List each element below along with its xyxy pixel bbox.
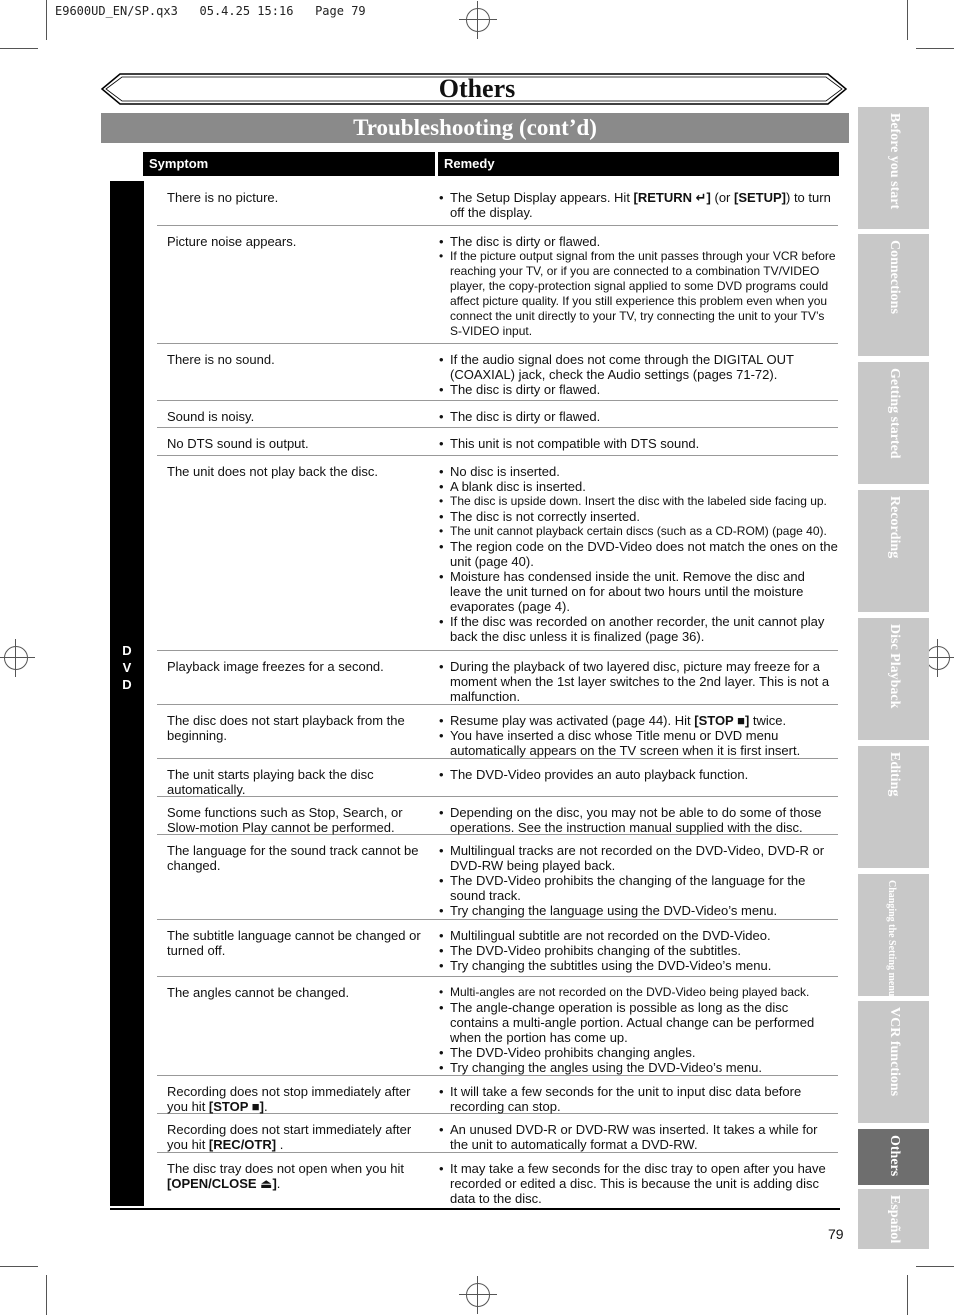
symptom-cell: The unit does not play back the disc. [167, 464, 379, 479]
remedy-item: • Multilingual subtitle are not recorded on the DVD-Video. [439, 928, 839, 943]
chapter-tab[interactable] [858, 1001, 929, 1123]
symptom-cell: The unit starts playing back the disc automatically. [167, 767, 374, 797]
page-number: 79 [828, 1226, 844, 1242]
remedy-cell [439, 928, 839, 973]
remedy-cell [439, 805, 839, 835]
remedy-item: • It will take a few seconds for the unit to input disc data before recording can stop. [439, 1084, 839, 1114]
dvd-side-label: D V D [122, 643, 132, 692]
table-row [157, 455, 838, 651]
table-row [157, 1113, 838, 1153]
remedy-item: • The region code on the DVD-Video does not match the ones on the unit (page 40). [439, 539, 839, 569]
chapter-tab[interactable] [858, 490, 929, 612]
table-row [157, 919, 838, 977]
remedy-cell [439, 436, 839, 451]
page-subtitle: Troubleshooting (cont’d) [353, 115, 597, 140]
remedy-item: • The unit cannot playback certain discs (such as a CD-ROM) (page 40). [439, 524, 839, 539]
remedy-item: • The Setup Display appears. Hit [RETURN ↵] (or [SETUP]) to turn off the display. [439, 190, 839, 220]
remedy-cell [439, 659, 839, 704]
remedy-cell [439, 985, 839, 1075]
symptom-cell: The language for the sound track cannot be changed. [167, 843, 419, 873]
remedy-item: • The angle-change operation is possible as long as the disc contains a multi-angle portion. Actual change can be performed when the portion has come up. [439, 1000, 839, 1045]
table-row [157, 1152, 838, 1206]
remedy-cell [439, 843, 839, 918]
symptom-cell: Sound is noisy. [167, 409, 255, 424]
remedy-cell [439, 1122, 839, 1152]
chapter-tab[interactable] [858, 618, 929, 740]
chapter-tab[interactable] [858, 107, 929, 229]
remedy-item: • The disc is dirty or flawed. [439, 234, 839, 249]
remedy-item: • Try changing the angles using the DVD-Video’s menu. [439, 1060, 839, 1075]
chapter-tab-label: Before you start [886, 113, 902, 210]
chapter-tab-label: Recording [886, 496, 902, 559]
symptom-cell: The disc does not start playback from the beginning. [167, 713, 405, 743]
symptom-cell: Some functions such as Stop, Search, or Slow-motion Play cannot be performed. [167, 805, 403, 835]
remedy-item: • The DVD-Video prohibits the changing of the language for the sound track. [439, 873, 839, 903]
table-row [157, 758, 838, 797]
crop-mark [916, 48, 954, 49]
remedy-item: • The disc is not correctly inserted. [439, 509, 839, 524]
table-row [157, 704, 838, 759]
remedy-item: • The DVD-Video prohibits changing angles. [439, 1045, 839, 1060]
remedy-item: • Try changing the language using the DVD-Video’s menu. [439, 903, 839, 918]
table-row [157, 400, 838, 428]
remedy-item: • The DVD-Video provides an auto playback function. [439, 767, 839, 782]
print-slug: E9600UD_EN/SP.qx3 05.4.25 15:16 Page 79 [55, 4, 366, 18]
remedy-cell [439, 464, 839, 644]
table-row [157, 834, 838, 920]
table-row [157, 1075, 838, 1114]
crop-mark [907, 0, 908, 40]
table-row [157, 343, 838, 401]
remedy-item: • If the audio signal does not come through the DIGITAL OUT (COAXIAL) jack, check the Audio settings (pages 71-72). [439, 352, 839, 382]
symptom-cell: No DTS sound is output. [167, 436, 309, 451]
symptom-cell: Recording does not stop immediately after you hit [STOP ■]. [167, 1084, 411, 1114]
remedy-item: • Depending on the disc, you may not be able to do some of those operations. See the instruction manual supplied with the disc. [439, 805, 839, 835]
remedy-item: • An unused DVD-R or DVD-RW was inserted. It takes a while for the unit to automatically format a DVD-RW. [439, 1122, 839, 1152]
registration-mark-icon [926, 646, 950, 670]
crop-mark [46, 0, 47, 40]
remedy-item: • The disc is dirty or flawed. [439, 409, 839, 424]
remedy-cell [439, 767, 839, 782]
remedy-cell [439, 713, 839, 758]
chapter-tab[interactable] [858, 1129, 929, 1185]
remedy-item: • This unit is not compatible with DTS sound. [439, 436, 839, 451]
remedy-item: • A blank disc is inserted. [439, 479, 839, 494]
remedy-item: • If the disc was recorded on another recorder, the unit cannot play back the disc unless it is finalized (page 36). [439, 614, 839, 644]
chapter-tab-label: Español [886, 1195, 902, 1244]
remedy-item: • Try changing the subtitles using the DVD-Video’s menu. [439, 958, 839, 973]
chapter-tab-label: Connections [886, 240, 902, 314]
remedy-item: • Multilingual tracks are not recorded on the DVD-Video, DVD-R or DVD-RW being played back. [439, 843, 839, 873]
symptom-cell: There is no picture. [167, 190, 279, 205]
remedy-item: • The disc is upside down. Insert the disc with the labeled side facing up. [439, 494, 839, 509]
table-bottom-rule [110, 1208, 840, 1210]
crop-mark [916, 1266, 954, 1267]
registration-mark-icon [466, 8, 490, 32]
chapter-tab-label: Others [886, 1135, 902, 1177]
remedy-cell [439, 234, 839, 339]
remedy-item: • No disc is inserted. [439, 464, 839, 479]
remedy-cell [439, 352, 839, 397]
symptom-cell: Recording does not start immediately after you hit [REC/OTR] . [167, 1122, 412, 1152]
symptom-cell: Picture noise appears. [167, 234, 297, 249]
symptom-cell: The angles cannot be changed. [167, 985, 350, 1000]
chapter-tab[interactable] [858, 874, 929, 996]
remedy-item: • If the picture output signal from the unit passes through your VCR before reaching your TV, or if you are connected to a combination TV/VIDEO player, the copy-protection signal applied to some DVD programs could affect picture quality. If you still experience this problem even when you connect the unit directly to your TV, try connecting the unit to your TV’s S-VIDEO input. [439, 249, 839, 339]
table-row [157, 225, 838, 344]
chapter-tab[interactable] [858, 234, 929, 356]
remedy-item: • You have inserted a disc whose Title menu or DVD menu automatically appears on the TV screen when it is first insert. [439, 728, 839, 758]
remedy-cell [439, 190, 839, 220]
crop-mark [46, 1275, 47, 1315]
remedy-cell [439, 1084, 839, 1114]
table-row [157, 976, 838, 1076]
crop-mark [0, 1266, 38, 1267]
symptom-header: Symptom [143, 152, 435, 176]
chapter-tab[interactable] [858, 746, 929, 868]
symptom-cell: The subtitle language cannot be changed or turned off. [167, 928, 421, 958]
chapter-tab-label: VCR functions [886, 1007, 902, 1097]
chapter-tab-label: Changing the Setting menu [885, 880, 897, 997]
symptom-cell: There is no sound. [167, 352, 275, 367]
remedy-cell [439, 409, 839, 424]
symptom-cell: The disc tray does not open when you hit [OPEN/CLOSE ⏏]. [167, 1161, 405, 1191]
section-title: Others [438, 74, 516, 103]
remedy-item: • Resume play was activated (page 44). Hit [STOP ■] twice. [439, 713, 839, 728]
chapter-tab[interactable] [858, 362, 929, 484]
registration-mark-icon [4, 646, 28, 670]
remedy-header: Remedy [438, 152, 839, 176]
chapter-tab[interactable] [858, 1189, 929, 1249]
chapter-tab-label: Editing [886, 752, 902, 797]
remedy-cell [439, 1161, 839, 1206]
crop-mark [907, 1275, 908, 1315]
remedy-item: • Multi-angles are not recorded on the DVD-Video being played back. [439, 985, 839, 1000]
registration-mark-icon [466, 1283, 490, 1307]
remedy-item: • The DVD-Video prohibits changing of the subtitles. [439, 943, 839, 958]
chapter-tab-label: Disc Playback [886, 624, 902, 709]
chapter-tab-label: Getting started [886, 368, 902, 459]
table-row [157, 796, 838, 835]
table-row [157, 650, 838, 705]
remedy-item: • It may take a few seconds for the disc tray to open after you have recorded or edited a disc. This is because the unit is adding disc data to the disc. [439, 1161, 839, 1206]
remedy-item: • During the playback of two layered disc, picture may freeze for a moment when the 1st layer switches to the 2nd layer. This is not a malfunction. [439, 659, 839, 704]
dvd-side-bar [110, 181, 144, 1206]
table-row [157, 427, 838, 456]
symptom-cell: Playback image freezes for a second. [167, 659, 384, 674]
table-row [157, 181, 838, 226]
crop-mark [0, 48, 38, 49]
remedy-item: • The disc is dirty or flawed. [439, 382, 839, 397]
remedy-item: • Moisture has condensed inside the unit. Remove the disc and leave the unit turned on for about two hours until the moisture evaporates (page 4). [439, 569, 839, 614]
